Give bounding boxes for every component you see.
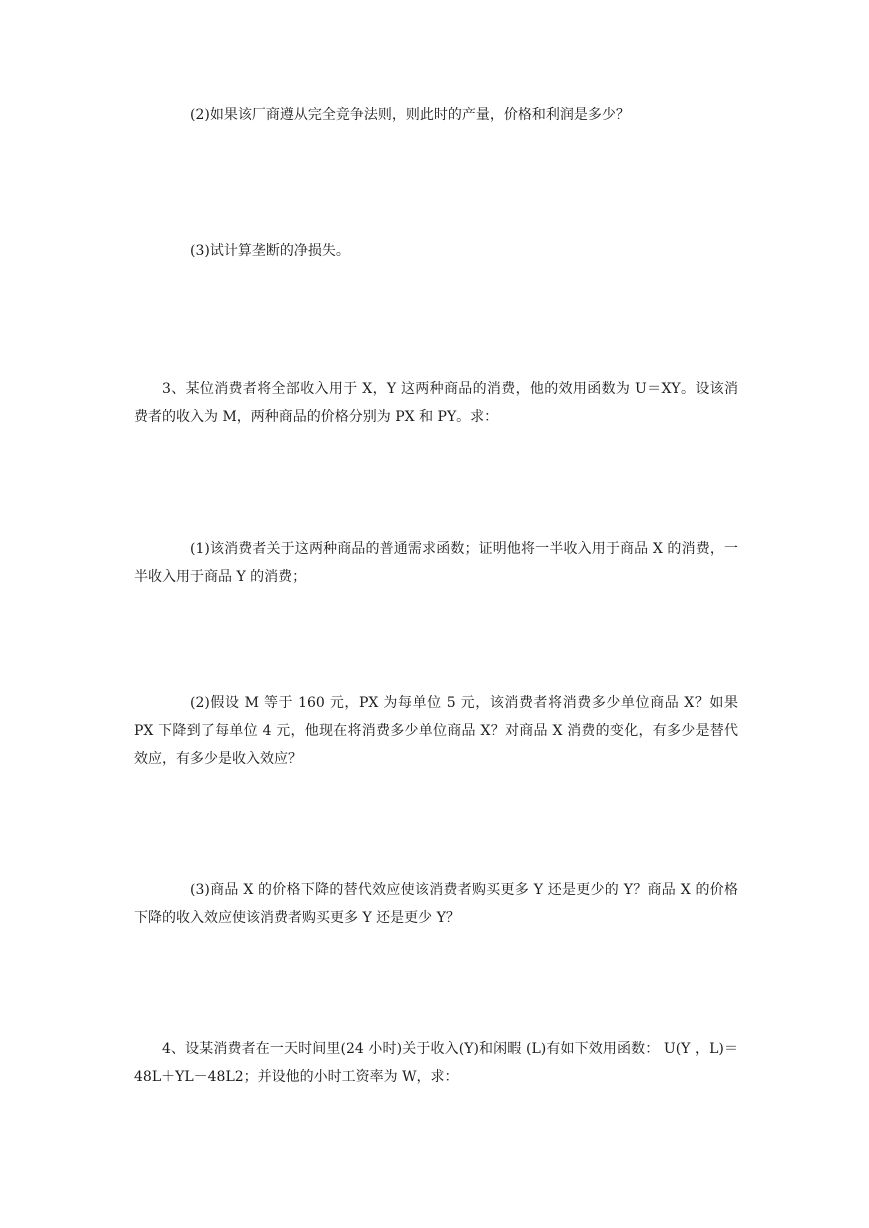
question-2-part-2: (2)如果该厂商遵从完全竞争法则，则此时的产量，价格和利润是多少？ <box>190 107 630 123</box>
question-2-part-3: (3)试计算垄断的净损失。 <box>190 243 350 259</box>
question-3-part-3: (3)商品 X 的价格下降的替代效应使该消费者购买更多 Y 还是更少的 Y？商品 X 的价格下降的收入效应使该消费者购买更多 Y 还是更少 Y？ <box>134 882 738 926</box>
question-3-statement: 3、某位消费者将全部收入用于 X，Y 这两种商品的消费，他的效用函数为 U＝XY。设该消费者的收入为 M，两种商品的价格分别为 PX 和 PY。求： <box>134 381 738 425</box>
question-3-part-1: (1)该消费者关于这两种商品的普通需求函数；证明他将一半收入用于商品 X 的消费，一半收入用于商品 Y 的消费； <box>134 541 738 585</box>
question-4-statement: 4、设某消费者在一天时间里(24 小时)关于收入(Y)和闲暇 (L)有如下效用函数： U(Y ，L)＝ 48L＋YL－48L2；并设他的小时工资率为 W，求： <box>134 1041 738 1085</box>
question-3-part-2: (2)假设 M 等于 160 元，PX 为每单位 5 元，该消费者将消费多少单位商品 X？如果 PX 下降到了每单位 4 元，他现在将消费多少单位商品 X？对商品 X 消费的变化，有多少是替代效应，有多少是收入效应？ <box>134 695 738 767</box>
